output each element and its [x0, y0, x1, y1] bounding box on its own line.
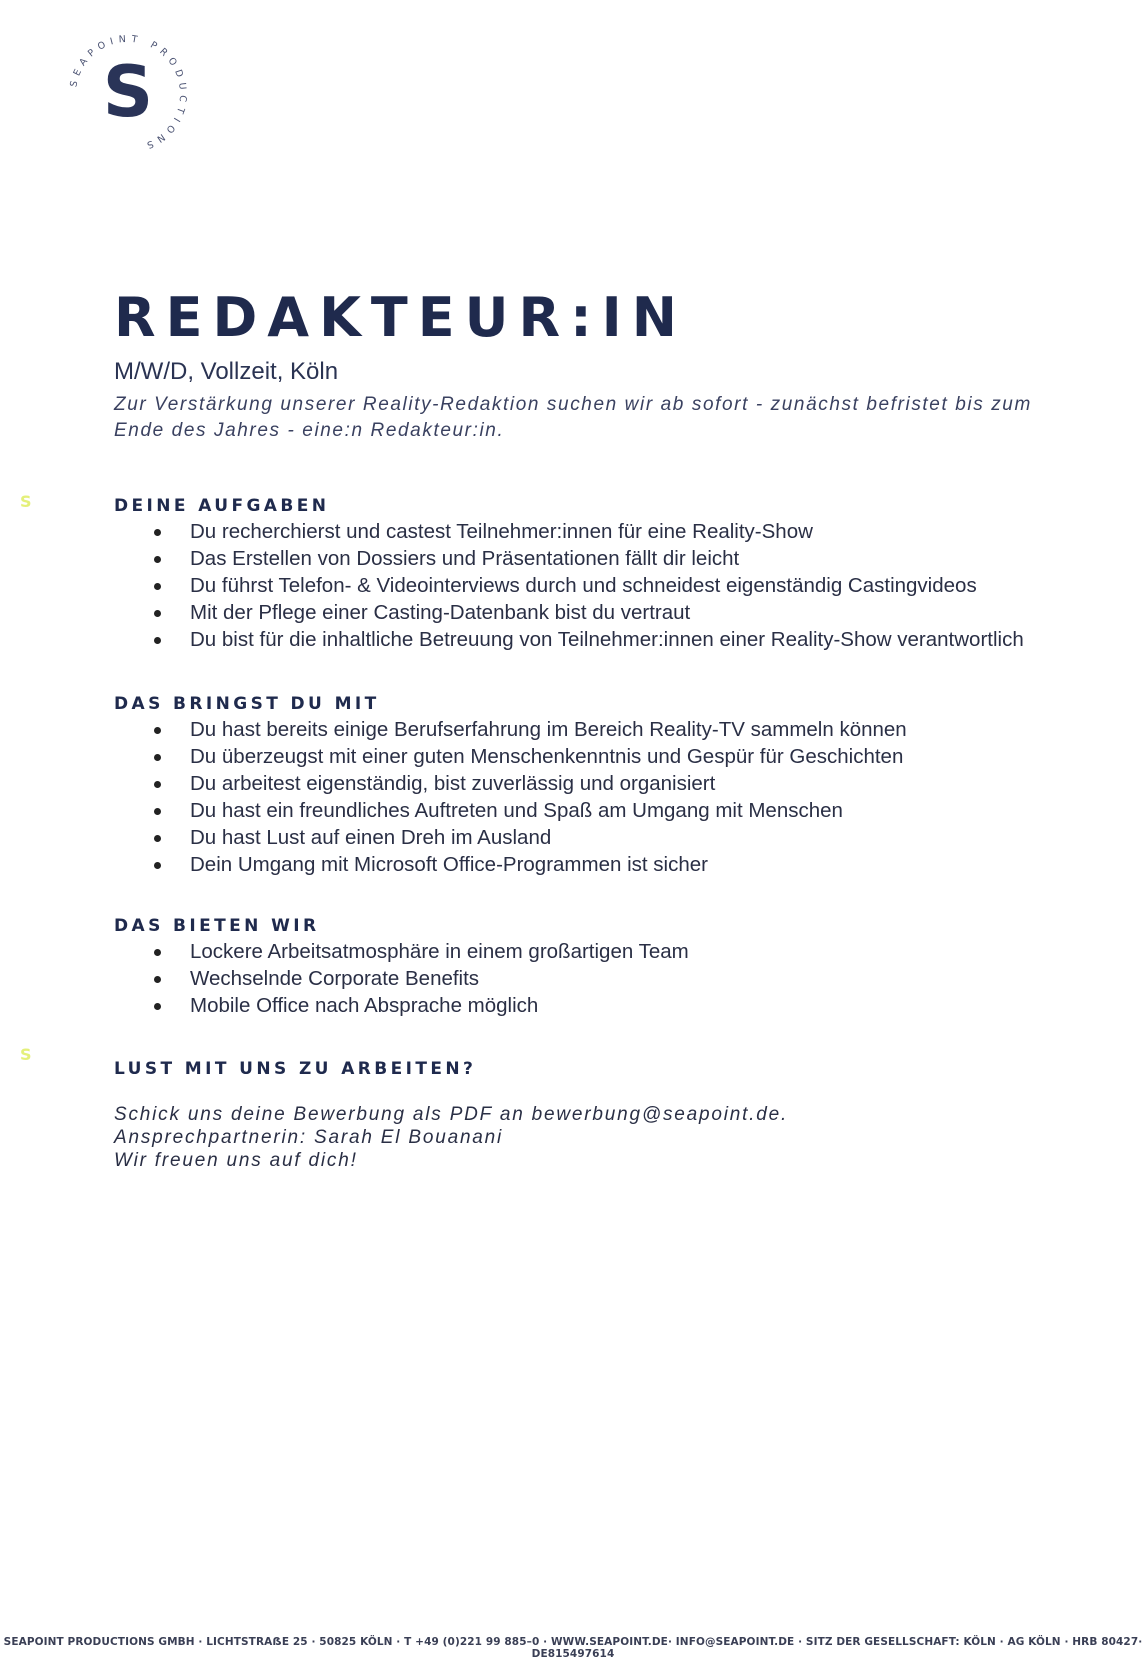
list-item: Lockere Arbeitsatmosphäre in einem großartigen Team [114, 938, 1054, 965]
offer-list [114, 938, 1054, 1019]
side-mark-s: S [20, 492, 32, 511]
section-heading-tasks: DEINE AUFGABEN [114, 496, 330, 516]
job-posting [114, 286, 1054, 1172]
intro-text: Zur Verstärkung unserer Reality-Redaktion suchen wir ab sofort - zunächst befristet bis zum Ende des Jahres - eine:n Redakteur:in. [114, 394, 1032, 441]
list-item: Mit der Pflege einer Casting-Datenbank bist du vertraut [114, 599, 1054, 626]
list-item: Dein Umgang mit Microsoft Office-Programmen ist sicher [114, 851, 1054, 878]
job-subtitle: M/W/D, Vollzeit, Köln [114, 358, 339, 385]
list-item: Du arbeitest eigenständig, bist zuverlässig und organisiert [114, 770, 1054, 797]
company-footer: SEAPOINT PRODUCTIONS GMBH · LICHTSTRAẞE 25 · 50825 KÖLN · T +49 (0)221 99 885–0 · WWW.SEAPOINT.DE· INFO@SEAPOINT.DE · SITZ DER GESELLSCHAFT: KÖLN · AG KÖLN · HRB 80427· DE815497614 [3, 1636, 1143, 1660]
tasks-list [114, 518, 1054, 653]
list-item: Wechselnde Corporate Benefits [114, 965, 1054, 992]
logo-letter: S [102, 51, 154, 133]
svg-text:SEAPOINT PRODUCTIONS: SEAPOINT PRODUCTIONS [68, 33, 189, 152]
list-item: Mobile Office nach Absprache möglich [114, 992, 1054, 1019]
list-item: Du bist für die inhaltliche Betreuung von Teilnehmer:innen einer Reality-Show verantwortlich [114, 626, 1054, 653]
closing-line: Wir freuen uns auf dich! [114, 1150, 358, 1171]
seapoint-logo [60, 26, 196, 162]
list-item: Das Erstellen von Dossiers und Präsentationen fällt dir leicht [114, 545, 1054, 572]
page-title: REDAKTEUR:IN [114, 286, 687, 349]
list-item: Du hast Lust auf einen Dreh im Ausland [114, 824, 1054, 851]
list-item: Du hast bereits einige Berufserfahrung im Bereich Reality-TV sammeln können [114, 716, 1054, 743]
section-heading-requirements: DAS BRINGST DU MIT [114, 694, 380, 714]
list-item: Du überzeugst mit einer guten Menschenkenntnis und Gespür für Geschichten [114, 743, 1054, 770]
section-heading-apply: LUST MIT UNS ZU ARBEITEN? [114, 1059, 477, 1079]
list-item: Du hast ein freundliches Auftreten und Spaß am Umgang mit Menschen [114, 797, 1054, 824]
section-heading-offer: DAS BIETEN WIR [114, 916, 320, 936]
requirements-list [114, 716, 1054, 878]
contact-person: Ansprechpartnerin: Sarah El Bouanani [114, 1127, 504, 1148]
list-item: Du führst Telefon- & Videointerviews durch und schneidest eigenständig Castingvideos [114, 572, 1054, 599]
side-mark-s: S [20, 1045, 32, 1064]
list-item: Du recherchierst und castest Teilnehmer:innen für eine Reality-Show [114, 518, 1054, 545]
contact-block [114, 1103, 1054, 1172]
apply-instructions: Schick uns deine Bewerbung als PDF an bewerbung@seapoint.de. [114, 1104, 789, 1125]
